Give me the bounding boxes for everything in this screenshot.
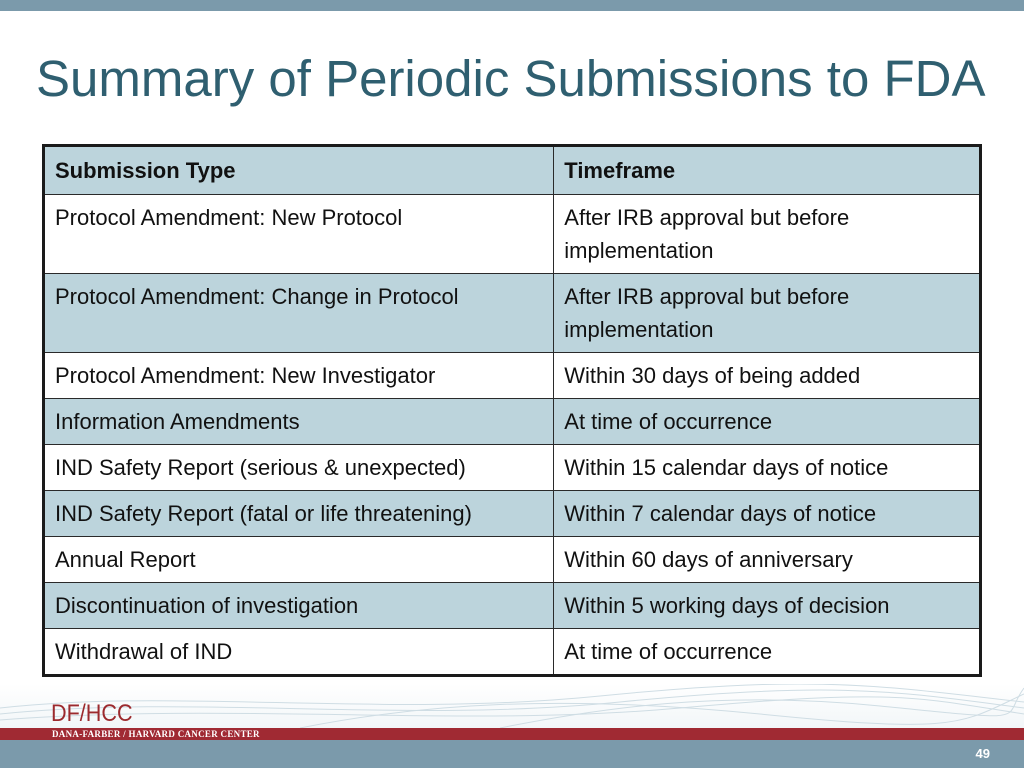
institution-name: DANA-FARBER / HARVARD CANCER CENTER — [52, 729, 260, 739]
submission-type-cell: IND Safety Report (fatal or life threatening) — [44, 491, 554, 537]
submission-type-cell: Protocol Amendment: Change in Protocol — [44, 274, 554, 353]
header-timeframe: Timeframe — [554, 146, 981, 195]
table-row — [44, 445, 981, 491]
table-row — [44, 274, 981, 353]
submission-type-cell: IND Safety Report (serious & unexpected) — [44, 445, 554, 491]
timeframe-cell: Within 15 calendar days of notice — [554, 445, 981, 491]
timeframe-cell: Within 60 days of anniversary — [554, 537, 981, 583]
timeframe-cell: After IRB approval but before implementation — [554, 274, 981, 353]
table-row — [44, 491, 981, 537]
table-row — [44, 353, 981, 399]
submission-type-cell: Annual Report — [44, 537, 554, 583]
table-row — [44, 629, 981, 676]
timeframe-cell: Within 7 calendar days of notice — [554, 491, 981, 537]
table-row — [44, 537, 981, 583]
submissions-table — [42, 144, 982, 677]
timeframe-cell: At time of occurrence — [554, 399, 981, 445]
submission-type-cell: Discontinuation of investigation — [44, 583, 554, 629]
footer-wave-decoration — [0, 684, 1024, 728]
table-header-row — [44, 146, 981, 195]
table-row — [44, 399, 981, 445]
timeframe-cell: Within 5 working days of decision — [554, 583, 981, 629]
header-submission-type: Submission Type — [44, 146, 554, 195]
page-number: 49 — [975, 746, 990, 761]
table-row — [44, 195, 981, 274]
timeframe-cell: After IRB approval but before implementation — [554, 195, 981, 274]
submission-type-cell: Protocol Amendment: New Protocol — [44, 195, 554, 274]
slide-title: Summary of Periodic Submissions to FDA — [36, 50, 986, 107]
submission-type-cell: Protocol Amendment: New Investigator — [44, 353, 554, 399]
top-accent-bar — [0, 0, 1024, 11]
submission-type-cell: Withdrawal of IND — [44, 629, 554, 676]
table-row — [44, 583, 981, 629]
timeframe-cell: At time of occurrence — [554, 629, 981, 676]
timeframe-cell: Within 30 days of being added — [554, 353, 981, 399]
submission-type-cell: Information Amendments — [44, 399, 554, 445]
dfhcc-logo: DF/HCC — [51, 700, 133, 727]
bottom-accent-bar — [0, 740, 1024, 768]
